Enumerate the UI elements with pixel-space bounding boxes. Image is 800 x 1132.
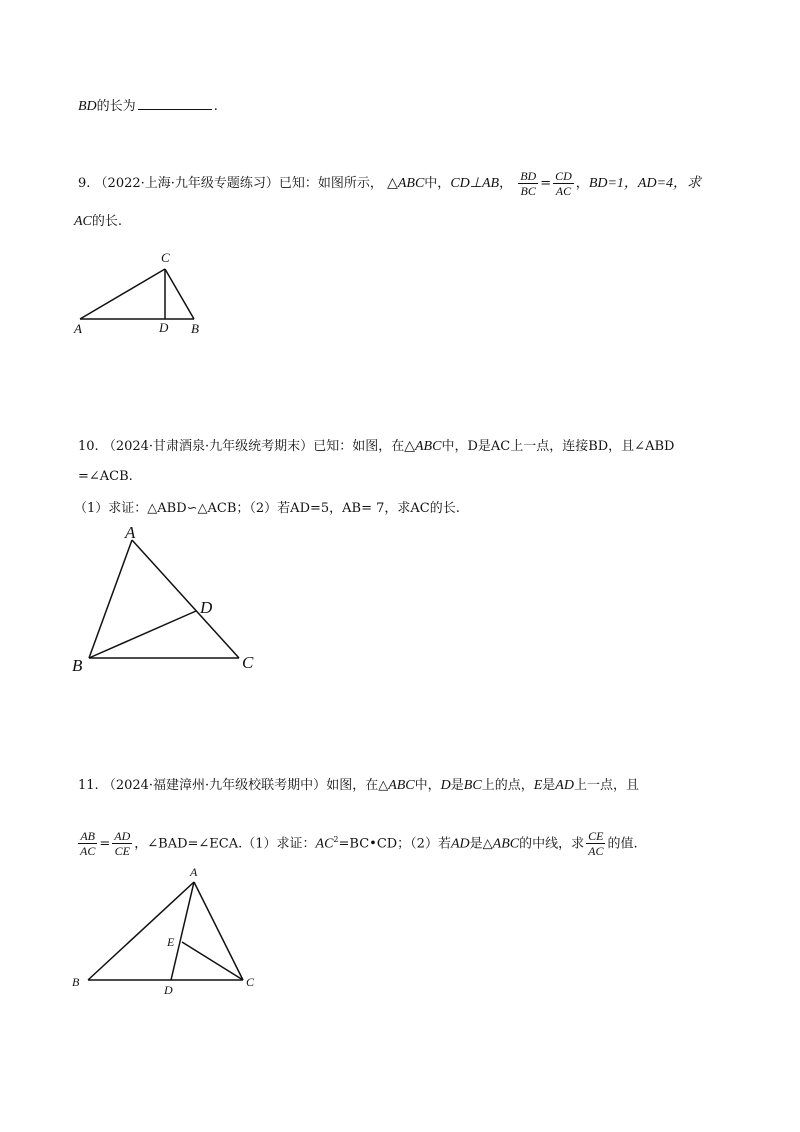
q10-stem-line2: [78, 467, 133, 487]
q11-text4: 上的点，: [481, 778, 534, 793]
q10-source: （2024·甘肃酒泉·九年级统考期末）: [102, 439, 314, 454]
q10-label-d: D: [200, 598, 213, 617]
q10-text2: 中，D是AC上一点，连接BD，且∠ABD: [441, 439, 675, 454]
q10-text1: 已知：如图，在: [313, 439, 405, 454]
q9-given: BD=1，AD=4，求: [588, 176, 702, 191]
q11-stem: [78, 776, 639, 796]
q11-frac1-den: AC: [80, 844, 96, 859]
q9-number: 9.: [78, 176, 91, 191]
q8-end: .: [213, 99, 218, 114]
q11-abc: ABC: [388, 778, 415, 793]
q9-source: （2022·上海·九年级专题练习）: [94, 176, 279, 191]
q9-ac: AC: [74, 214, 92, 229]
q9-line2-text: 的长.: [91, 214, 123, 229]
q11-eq: =: [99, 836, 111, 852]
q9-text4: ，: [575, 176, 589, 191]
q9-eq: =: [540, 176, 552, 191]
q9-frac2-den: AC: [555, 184, 572, 198]
q10-segment-ac: [132, 540, 239, 658]
q10-figure: [65, 522, 275, 677]
q11-label-d: D: [164, 983, 173, 997]
q11-segment-ad: [171, 882, 194, 980]
q10-number: 10.: [78, 439, 99, 454]
q10-line2: =∠ACB.: [78, 469, 133, 484]
q9-triangle-symbol: △: [387, 176, 398, 191]
q8-var: BD: [78, 99, 97, 114]
q9-figure: [60, 245, 230, 340]
q10-label-a: A: [125, 523, 136, 542]
q10-stem: [78, 437, 674, 457]
q11-label-b: B: [72, 975, 80, 989]
q10-label-c: C: [242, 653, 254, 672]
q11-text5: 是: [542, 778, 556, 793]
q8-answer-line: [78, 97, 218, 117]
q11-frac2-den: CE: [114, 844, 130, 859]
q11-text8: 的中线，求: [519, 836, 585, 852]
q11-fraction-ab-ac: [78, 829, 97, 858]
q11-number: 11.: [78, 778, 99, 793]
q8-text: 的长为: [96, 99, 136, 114]
q10-parts: [74, 499, 460, 519]
q9-perp: CD⊥AB: [450, 176, 500, 191]
q9-segment-ac: [80, 269, 165, 319]
q9-label-b: B: [191, 321, 199, 336]
q9-frac1-num: BD: [520, 169, 537, 183]
q9-label-a: A: [74, 321, 82, 336]
q10-segment-ab: [89, 540, 132, 658]
q11-source: （2024·福建漳州·九年级校联考期中）: [102, 778, 327, 793]
q11-stem-line2: [76, 824, 638, 860]
q10-abc: ABC: [414, 439, 442, 454]
q11-angle-text: ，∠BAD=∠ECA.（1）求证：: [134, 836, 316, 852]
q11-eq2: =BC•CD；（2）若: [338, 836, 451, 852]
q9-text1: 已知：如图所示，: [278, 176, 383, 191]
q11-ac: AC: [315, 836, 334, 852]
q10-triangle-symbol: △: [404, 439, 415, 454]
q11-fraction-ad-ce: [112, 829, 132, 858]
q11-ad2: AD: [450, 836, 470, 852]
q9-label-c: C: [161, 250, 170, 265]
q11-ad: AD: [555, 778, 574, 793]
q11-segment-ab: [88, 882, 194, 980]
q8-answer-blank[interactable]: [138, 97, 212, 110]
q10-segment-bd: [89, 611, 196, 658]
q11-text7: 是△: [469, 836, 493, 852]
q11-bc: BC: [463, 778, 482, 793]
q9-fraction-bd-bc: [518, 169, 538, 198]
q9-segment-cb: [165, 269, 194, 319]
q9-frac1-den: BC: [520, 184, 536, 198]
q9-stem: [78, 168, 701, 200]
q11-abc2: ABC: [492, 836, 520, 852]
q9-label-d: D: [159, 320, 169, 335]
q11-text6: 上一点，且: [573, 778, 639, 793]
q11-d: D: [440, 778, 451, 793]
q11-label-c: C: [246, 975, 255, 989]
q9-frac2-num: CD: [555, 169, 572, 183]
q9-text3: ，: [499, 176, 513, 191]
q10-label-b: B: [72, 656, 83, 675]
q9-fraction-cd-ac: [553, 169, 574, 198]
q11-label-a: A: [190, 865, 198, 879]
q9-abc: ABC: [397, 176, 425, 191]
q9-text2: 中，: [424, 176, 451, 191]
q11-label-e: E: [167, 935, 175, 949]
q11-frac1-num: AB: [80, 829, 95, 844]
q11-square: 2: [333, 835, 339, 844]
q11-text1: 如图，在△: [326, 778, 389, 793]
q11-fraction-ce-ac: [586, 829, 605, 858]
q11-figure: [62, 860, 272, 1000]
q11-text2: 中，: [414, 778, 441, 793]
q11-frac2-num: AD: [114, 829, 131, 844]
q10-line3: （1）求证：△ABD∽△ACB；（2）若AD=5，AB= 7，求AC的长.: [74, 501, 460, 516]
q11-text9: 的值.: [607, 836, 638, 852]
q11-frac3-den: AC: [588, 844, 604, 859]
q11-frac3-num: CE: [588, 829, 604, 844]
q9-stem-line2: [74, 212, 122, 232]
q11-text3: 是: [450, 778, 464, 793]
q11-e: E: [533, 778, 543, 793]
